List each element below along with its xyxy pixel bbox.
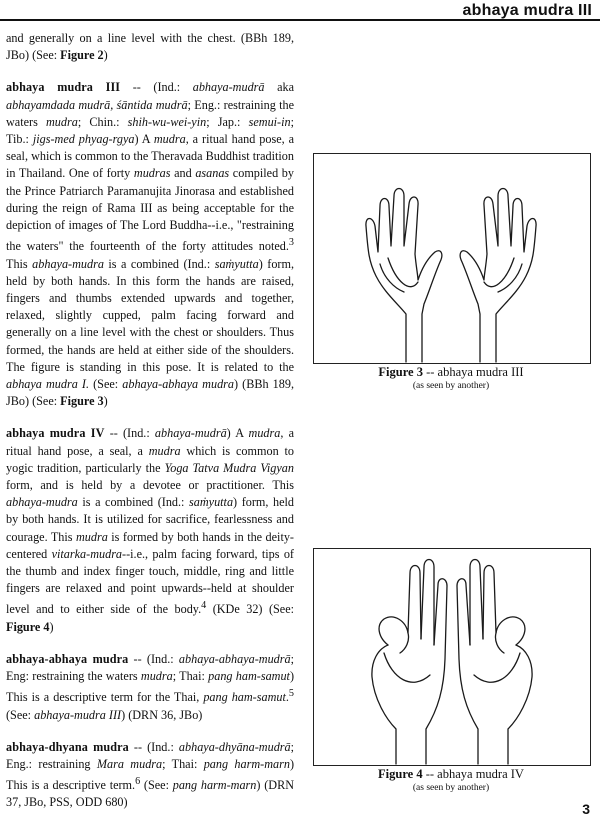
footnote-marker: 4 — [201, 600, 207, 612]
figure-subcaption: (as seen by another) — [412, 783, 490, 793]
figure-3-frame — [313, 153, 591, 364]
entry-term: abhaya-dhyana mudra — [6, 739, 129, 754]
figure-3-caption — [313, 365, 589, 392]
figure-reference: Figure 4 — [6, 619, 50, 634]
two-vitarka-hands-illustration — [314, 549, 590, 765]
entry-abhaya-mudra-iv: abhaya mudra IV -- (Ind.: abhaya-mudrā) A mudra, a ritual hand pose, a seal, a mudra which is common to yogic tradition, particularly the Yoga Tatva Mudra Vigyan form, and is held by a devotee or practitioner. This abhaya-mudra is a combined (Ind.: saṁyutta) form, held by both hands. It is utilized for sacrifice, fearlessness and courage. This mudra is formed by both hands in the deity-centered vitarka-mudra--i.e., palm facing forward, tips of the thumb and index finger touch, middle, ring and little fingers are relaxed and point upwards--held at shoulder level and to either side of the body.$^4$ (KDe 32) (See: Figure 4) — [6, 426, 295, 634]
figure-4-frame — [313, 548, 591, 766]
entry-term: abhaya mudra IV — [6, 426, 105, 441]
figure-reference: Figure 3 — [60, 394, 104, 409]
footnote-marker: 6 — [135, 776, 141, 788]
entry-term: abhaya-abhaya mudra — [6, 651, 129, 666]
header-rule — [0, 19, 600, 21]
figure-subcaption: (as seen by another) — [412, 381, 490, 391]
figure-title: -- abhaya mudra III — [422, 365, 524, 379]
footnote-marker: 3 — [288, 237, 294, 249]
figure-label: Figure 4 — [378, 767, 423, 781]
figure-label: Figure 3 — [378, 365, 423, 379]
footnote-marker: 5 — [288, 688, 294, 700]
entry-continuation: and generally on a line level with the chest. (BBh 189, JBo) (See: Figure 2) — [6, 31, 294, 63]
entry-term: abhaya mudra III — [6, 80, 121, 95]
page-number: 3 — [582, 801, 590, 817]
figure-reference: Figure 2 — [60, 48, 104, 63]
text-column — [6, 30, 294, 827]
running-header-title: abhaya mudra III — [462, 2, 592, 19]
figure-4-caption — [313, 767, 589, 794]
entry-abhaya-mudra-iii: abhaya mudra III -- (Ind.: abhaya-mudrā aka abhayamdada mudrā, śāntida mudrā; Eng.: restraining the waters mudra; Chin.: shih-wu-wei-yin; Jap.: semui-in; Tib.: jigs-med phyag-rgya) A mudra, a ritual hand pose, a seal, which is common to the Theravada Buddhist tradition in Thailand. One of forty mudras and asanas compiled by the Prince Patriarch Paramanujita Jinorasa and established during the reign of Rama III as being acceptable for the depiction of images of The Lord Buddha--i.e., "restraining the waters" the fourteenth of the forty attitudes noted.$^3$ This abhaya-mudra is a combined (Ind.: saṁyutta) form, held by both hands. In this form the hands are raised, fingers and thumbs extended upwards and together, relaxed, slightly cupped, palm facing forward and generally on a line level with the chest or shoulders. Thus formed, the hands are held at either side of the shoulders. The figure is standing in this pose. It is related to the abhaya mudra I. (See: abhaya-abhaya mudra) (BBh 189, JBo) (See: Figure 3) — [6, 80, 295, 409]
figure-title: -- abhaya mudra IV — [422, 767, 524, 781]
two-open-hands-illustration — [314, 154, 590, 363]
entry-abhaya-dhyana-mudra: abhaya-dhyana mudra -- (Ind.: abhaya-dhyāna-mudrā; Eng.: restraining Mara mudra; Thai: pang harm-marn) This is a descriptive term.$^6$ (See: pang harm-marn) (DRN 37, JBo, PSS, ODD 680) — [6, 739, 295, 810]
entry-abhaya-abhaya-mudra: abhaya-abhaya mudra -- (Ind.: abhaya-abhaya-mudrā; Eng: restraining the waters mudra; Thai: pang ham-samut) This is a descriptive term for the Thai, pang ham-samut.$^5$ (See: abhaya-mudra III) (DRN 36, JBo) — [6, 651, 295, 722]
